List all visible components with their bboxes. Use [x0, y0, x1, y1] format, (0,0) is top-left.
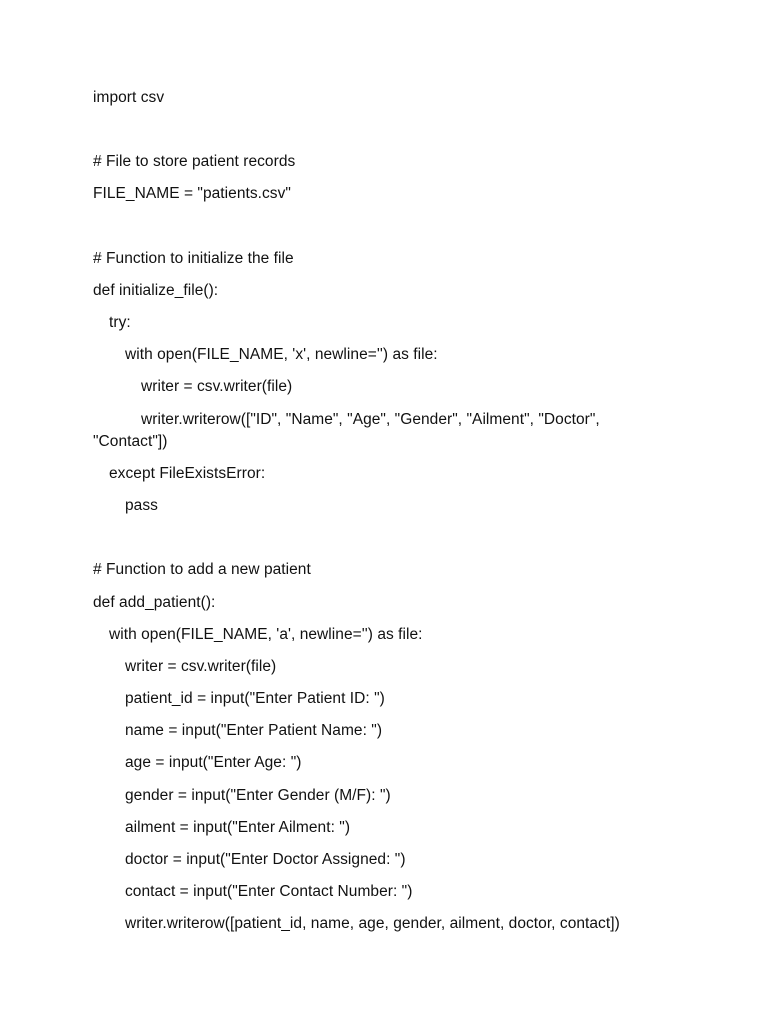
- code-line-writerow-patient: writer.writerow([patient_id, name, age, gender, ailment, doctor, contact]): [125, 915, 620, 932]
- code-line-pass: pass: [125, 497, 158, 514]
- code-line-except: except FileExistsError:: [109, 465, 266, 482]
- code-line-contact: contact = input("Enter Contact Number: "): [125, 883, 413, 900]
- code-line-doctor: doctor = input("Enter Doctor Assigned: "): [125, 851, 406, 868]
- code-line-with-open-x: with open(FILE_NAME, 'x', newline='') as file:: [125, 346, 438, 363]
- code-line-def-initialize: def initialize_file():: [93, 282, 219, 299]
- code-comment-file: # File to store patient records: [93, 153, 296, 170]
- code-line-try: try:: [109, 314, 131, 331]
- code-line-writer-1: writer = csv.writer(file): [141, 378, 293, 395]
- code-comment-initialize: # Function to initialize the file: [93, 250, 294, 267]
- code-line-patient-id: patient_id = input("Enter Patient ID: "): [125, 690, 385, 707]
- code-line-file-name: FILE_NAME = "patients.csv": [93, 185, 291, 202]
- code-line-writer-2: writer = csv.writer(file): [125, 658, 277, 675]
- code-line-def-add-patient: def add_patient():: [93, 594, 216, 611]
- code-line-ailment: ailment = input("Enter Ailment: "): [125, 819, 351, 836]
- code-line-writerow-header: writer.writerow(["ID", "Name", "Age", "Gender", "Ailment", "Doctor",: [141, 411, 600, 428]
- code-line-writerow-header-cont: "Contact"]): [93, 433, 168, 450]
- code-comment-add-patient: # Function to add a new patient: [93, 561, 311, 578]
- code-line-gender: gender = input("Enter Gender (M/F): "): [125, 787, 391, 804]
- code-line-import: import csv: [93, 89, 165, 106]
- code-line-with-open-a: with open(FILE_NAME, 'a', newline='') as file:: [109, 626, 423, 643]
- code-line-age: age = input("Enter Age: "): [125, 754, 302, 771]
- code-line-name: name = input("Enter Patient Name: "): [125, 722, 383, 739]
